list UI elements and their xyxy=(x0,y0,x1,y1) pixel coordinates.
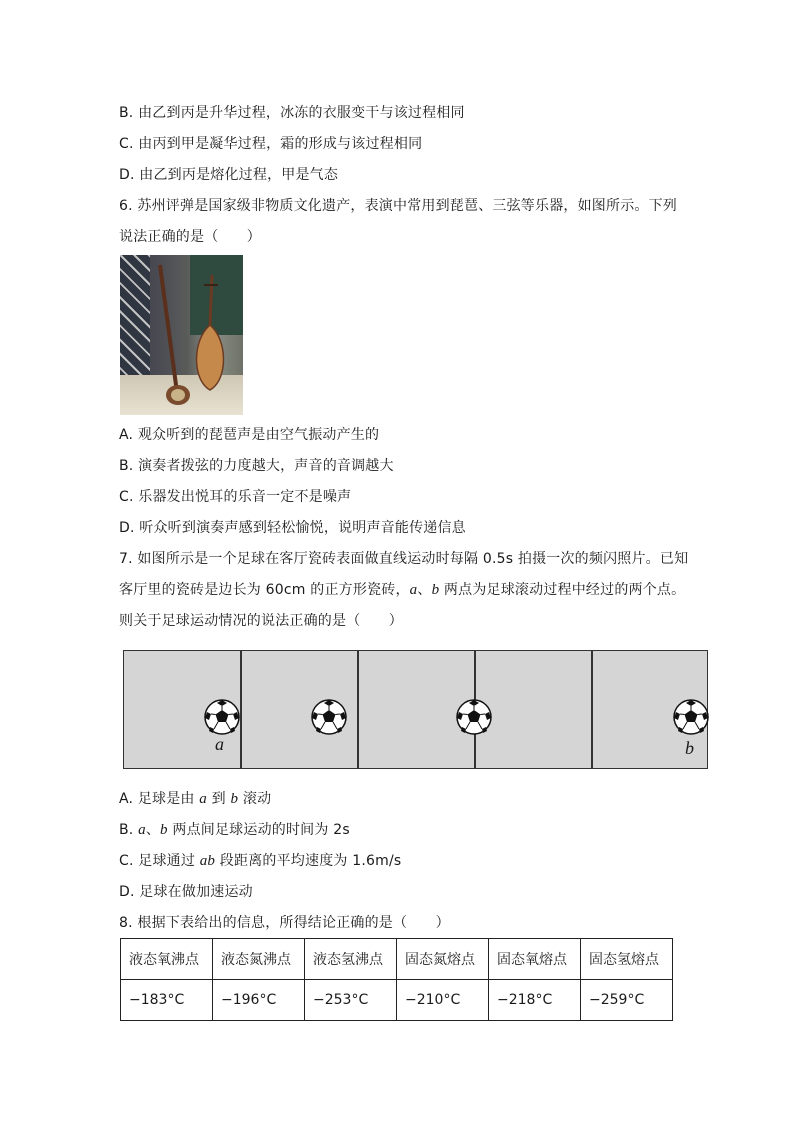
q7-option-b-text2: 两点间足球运动的时间为 2s xyxy=(167,822,350,838)
instruments-photo xyxy=(120,255,243,415)
table-row xyxy=(121,980,673,1021)
point-b-label: b xyxy=(685,738,694,758)
table-header-cell: 液态氢沸点 xyxy=(305,939,397,980)
q7-point-b-inline: b xyxy=(431,582,440,598)
soccer-ball-icon xyxy=(204,699,240,735)
table-cell: −259°C xyxy=(581,980,673,1021)
q7-option-a-text2: 到 xyxy=(207,791,231,807)
q7-stem-line1: 7. 如图所示是一个足球在客厅瓷砖表面做直线运动时每隔 0.5s 拍摄一次的频闪照片。已知 xyxy=(119,551,689,567)
table-header-cell: 固态氧熔点 xyxy=(489,939,581,980)
q7-stem-line2 xyxy=(119,580,685,600)
table-header-cell: 液态氧沸点 xyxy=(121,939,213,980)
q6-option-c: C. 乐器发出悦耳的乐音一定不是噪声 xyxy=(119,489,352,505)
table-cell: −210°C xyxy=(397,980,489,1021)
tile-divider xyxy=(591,651,593,768)
boiling-melting-point-table xyxy=(120,938,673,1021)
q7-sep: 、 xyxy=(417,582,432,598)
q6-stem-line1: 6. 苏州评弹是国家级非物质文化遗产，表演中常用到琵琶、三弦等乐器，如图所示。下列 xyxy=(119,198,678,214)
q7-option-c-text1: C. 足球通过 xyxy=(119,853,200,869)
table-header-row xyxy=(121,939,673,980)
q7-option-a-text1: A. 足球是由 xyxy=(119,791,200,807)
table-header-cell: 固态氢熔点 xyxy=(581,939,673,980)
q8-stem: 8. 根据下表给出的信息，所得结论正确的是（ ） xyxy=(119,915,450,931)
q7-option-a-text3: 滚动 xyxy=(238,791,272,807)
q7-option-a-point-a: a xyxy=(199,791,207,807)
q5-option-b: B. 由乙到丙是升华过程，冰冻的衣服变干与该过程相同 xyxy=(119,105,465,121)
q7-stem-line2-text-a: 客厅里的瓷砖是边长为 60cm 的正方形瓷砖， xyxy=(119,582,410,598)
tile-divider xyxy=(357,651,359,768)
q7-stem-line2-text-b: 两点为足球滚动过程中经过的两个点。 xyxy=(439,582,686,598)
soccer-ball-icon xyxy=(673,699,709,735)
q6-option-a: A. 观众听到的琵琶声是由空气振动产生的 xyxy=(119,427,380,443)
q6-stem-line2: 说法正确的是（ ） xyxy=(119,229,261,245)
q7-option-c-segment: ab xyxy=(199,853,216,869)
table-header-cell: 固态氮熔点 xyxy=(397,939,489,980)
table-cell: −253°C xyxy=(305,980,397,1021)
q7-option-c xyxy=(119,851,401,871)
q7-point-a-inline: a xyxy=(409,582,418,598)
table-cell: −218°C xyxy=(489,980,581,1021)
table-header-cell: 液态氮沸点 xyxy=(213,939,305,980)
q5-option-d: D. 由乙到丙是熔化过程，甲是气态 xyxy=(119,167,339,183)
q7-option-d: D. 足球在做加速运动 xyxy=(119,884,253,900)
instruments-drawing xyxy=(120,255,243,415)
q7-option-b-point-b: b xyxy=(160,822,168,838)
q7-option-b-text1: B. xyxy=(119,822,139,838)
q7-stem-line3: 则关于足球运动情况的说法正确的是（ ） xyxy=(119,613,403,629)
q6-option-d: D. 听众听到演奏声感到轻松愉悦，说明声音能传递信息 xyxy=(119,520,466,536)
q5-option-c: C. 由丙到甲是凝华过程，霜的形成与该过程相同 xyxy=(119,136,423,152)
soccer-ball-icon xyxy=(311,699,347,735)
q7-option-b-sep: 、 xyxy=(145,822,161,838)
q7-option-c-text2: 段距离的平均速度为 1.6m/s xyxy=(215,853,402,869)
q7-option-b xyxy=(119,820,350,840)
soccer-ball-icon xyxy=(456,699,492,735)
q7-option-b-point-a: a xyxy=(138,822,146,838)
q7-option-a xyxy=(119,789,271,809)
point-a-label: a xyxy=(215,734,224,754)
tile-divider xyxy=(240,651,242,768)
table-cell: −183°C xyxy=(121,980,213,1021)
q6-option-b: B. 演奏者拨弦的力度越大，声音的音调越大 xyxy=(119,458,394,474)
q7-option-a-point-b: b xyxy=(230,791,239,807)
table-cell: −196°C xyxy=(213,980,305,1021)
